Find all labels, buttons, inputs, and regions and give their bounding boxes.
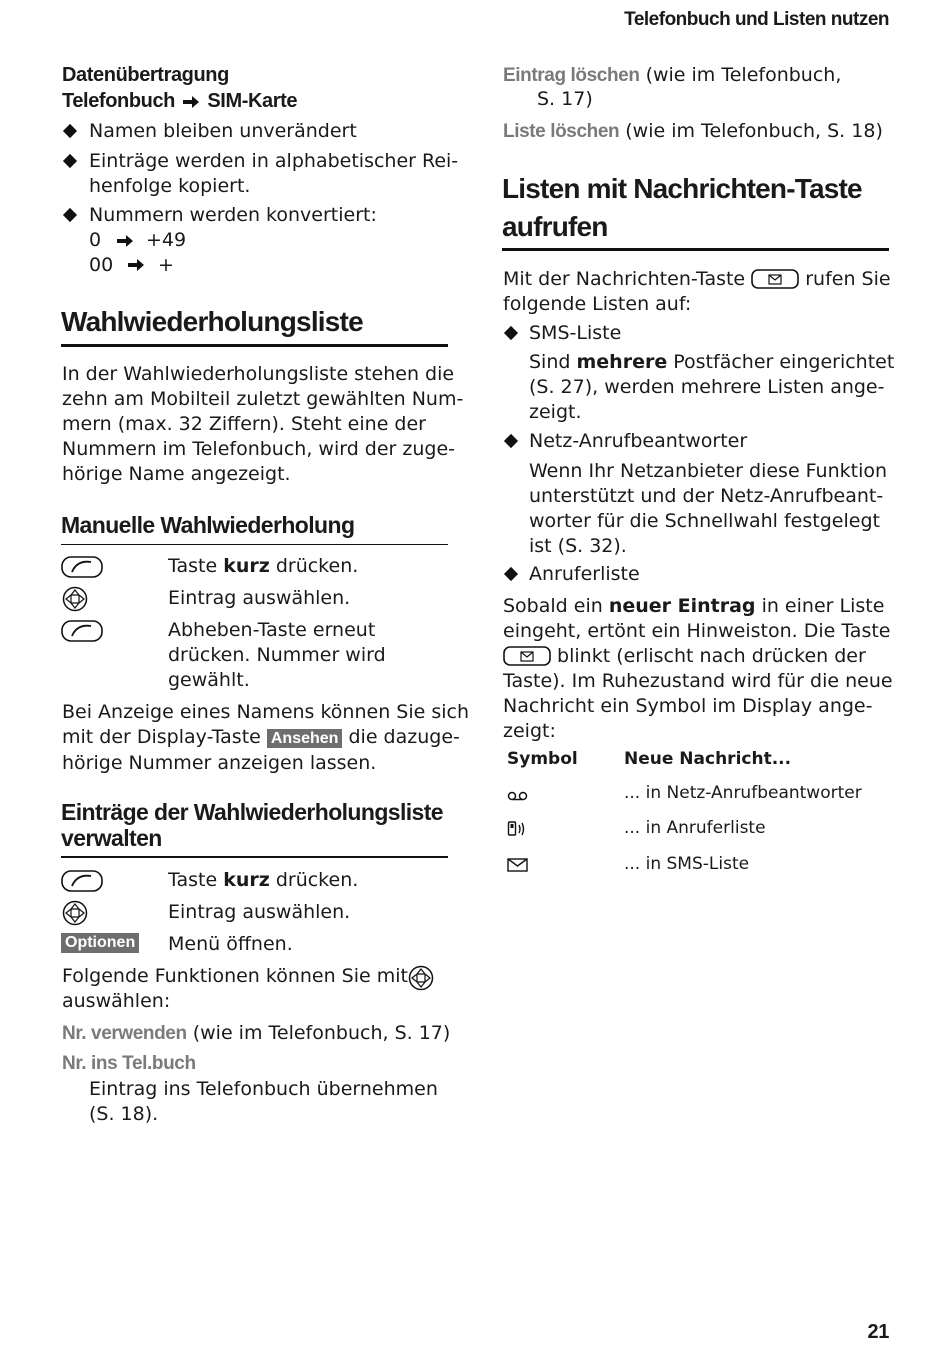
bullet-desc: Sind mehrere Postfächer eingerichtet (S. 27), werden mehrere Listen ange- zeigt.	[529, 351, 895, 423]
manual-heading: Manuelle Wahlwiederholung	[61, 512, 355, 538]
heading-rule	[61, 856, 448, 858]
page-number: 21	[867, 1321, 889, 1343]
function-nr-verwenden: Nr. verwenden (wie im Telefonbuch, S. 17)	[62, 1022, 451, 1044]
function-nr-ins-telbuch: Nr. ins Tel.buch	[62, 1053, 196, 1074]
transfer-heading-line1: Datenübertragung	[62, 64, 229, 86]
navigation-key-icon	[408, 965, 434, 991]
new-entry-paragraph: Sobald ein neuer Eintrag in einer Liste eingeht, ertönt ein Hinweiston. Die Taste blinkt (erlischt nach drücken der Taste). Im Ruhezustand wird für die neue Nachricht ein Symbol im Display ange- zeigt:	[503, 595, 893, 742]
step-text: Taste kurz drücken.	[168, 869, 359, 891]
message-key-icon	[751, 269, 799, 289]
conversion-to: +49	[146, 229, 187, 251]
talk-key-icon	[61, 620, 103, 642]
bullet-text: Anruferliste	[529, 563, 640, 585]
redial-paragraph: In der Wahlwiederholungsliste stehen die zehn am Mobilteil zuletzt gewählten Num- mern (max. 32 Ziffern). Steht eine der Nummern im Telefonbuch, wird der zuge- hörige Name angezeigt.	[62, 363, 464, 485]
manage-heading-line1: Einträge der Wahlwiederholungsliste	[61, 799, 443, 825]
step-text: Eintrag auswählen.	[168, 901, 351, 923]
arrow-right-icon	[127, 258, 145, 272]
talk-key-icon	[61, 870, 103, 892]
table-row-text: ... in SMS-Liste	[624, 854, 750, 874]
function-liste-loeschen: Liste löschen (wie im Telefonbuch, S. 18)	[503, 120, 883, 142]
function-desc: Eintrag ins Telefonbuch übernehmen (S. 18).	[89, 1078, 438, 1125]
heading-rule	[502, 248, 889, 251]
bullet-text: Nummern werden konvertiert:	[89, 204, 377, 226]
bullet-desc: Wenn Ihr Netzanbieter diese Funktion unterstützt und der Netz-Anrufbeant- worter für die Schnellwahl festgelegt ist (S. 32).	[529, 460, 888, 557]
bullet-text: Einträge werden in alphabetischer Rei-	[89, 150, 459, 172]
bullet-icon	[504, 567, 518, 581]
heading-rule	[61, 344, 448, 347]
bullet-text-cont: henfolge kopiert.	[89, 175, 251, 197]
function-eintrag-loeschen: Eintrag löschen (wie im Telefonbuch,	[503, 64, 842, 86]
step-text: Eintrag auswählen.	[168, 587, 351, 609]
bullet-text: Namen bleiben unverändert	[89, 120, 357, 142]
message-key-heading-line1: Listen mit Nachrichten-Taste	[502, 173, 862, 204]
bullet-text: Netz-Anrufbeantworter	[529, 430, 748, 452]
functions-intro-line1: Folgende Funktionen können Sie mit	[62, 965, 408, 987]
symbol-table-header-symbol: Symbol	[507, 749, 578, 769]
bullet-icon	[63, 154, 77, 168]
conversion-from: 00	[89, 254, 114, 276]
table-row-text: ... in Netz-Anrufbeantworter	[624, 783, 862, 803]
display-key-optionen: Optionen	[61, 933, 139, 953]
envelope-icon	[507, 858, 529, 872]
manual-paragraph: Bei Anzeige eines Namens können Sie sich mit der Display-Taste Ansehen die dazuge- hörige Nummer anzeigen lassen.	[62, 701, 470, 774]
bullet-icon	[504, 434, 518, 448]
navigation-key-icon	[62, 900, 88, 926]
message-key-heading-line2: aufrufen	[502, 211, 608, 242]
step-text: Abheben-Taste erneut drücken. Nummer wird gewählt.	[168, 619, 386, 691]
functions-intro-line2: auswählen:	[62, 990, 171, 1012]
function-desc: S. 17)	[537, 88, 593, 110]
arrow-right-icon	[182, 95, 200, 109]
transfer-heading-line2: Telefonbuch SIM-Karte	[62, 90, 298, 112]
heading-rule	[61, 544, 448, 545]
talk-key-icon	[61, 556, 103, 578]
bullet-icon	[63, 208, 77, 222]
step-text: Menü öffnen.	[168, 933, 293, 955]
manage-heading-line2: verwalten	[61, 825, 162, 851]
display-key-ansehen: Ansehen	[267, 729, 343, 748]
bullet-text: SMS-Liste	[529, 322, 622, 344]
message-key-icon	[503, 646, 551, 666]
step-text: Taste kurz drücken.	[168, 555, 359, 577]
running-header: Telefonbuch und Listen nutzen	[624, 9, 889, 30]
caller-list-icon	[507, 821, 529, 837]
arrow-right-icon	[116, 234, 134, 248]
voicemail-icon	[507, 788, 529, 802]
navigation-key-icon	[62, 586, 88, 612]
table-row-text: ... in Anruferliste	[624, 818, 766, 838]
bullet-icon	[504, 326, 518, 340]
conversion-to: +	[158, 254, 174, 276]
bullet-icon	[63, 124, 77, 138]
symbol-table-header-message: Neue Nachricht...	[624, 749, 792, 769]
message-intro: Mit der Nachrichten-Taste rufen Sie folgende Listen auf:	[503, 268, 891, 315]
conversion-from: 0	[89, 229, 102, 251]
redial-heading: Wahlwiederholungsliste	[61, 306, 363, 337]
